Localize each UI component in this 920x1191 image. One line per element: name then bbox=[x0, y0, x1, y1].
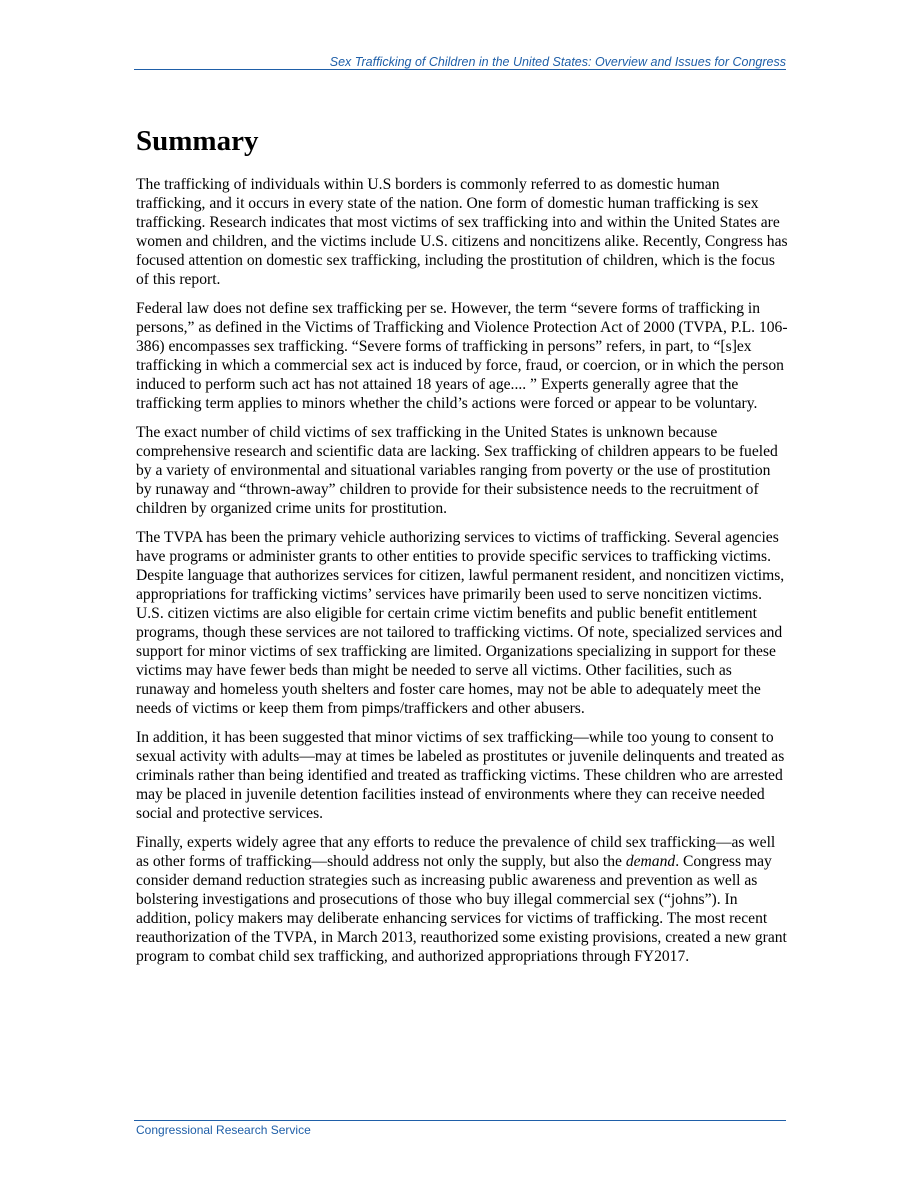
footer-organization: Congressional Research Service bbox=[136, 1123, 311, 1137]
header-divider bbox=[134, 69, 786, 70]
paragraph-federal-law: Federal law does not define sex trafficking per se. However, the term “severe forms of trafficking in persons,” as defined in the Victims of Trafficking and Violence Protection Act of 2000 (TVPA, P.L. 106-386) encompasses sex trafficking. “Severe forms of trafficking in persons” refers, in part, to “[s]ex trafficking in which a commercial sex act is induced by force, fraud, or coercion, or in which the person induced to perform such act has not attained 18 years of age.... ” Experts generally agree that the trafficking term applies to minors whether the child’s actions were forced or appear to be voluntary. bbox=[136, 300, 788, 412]
paragraph-demand-reduction bbox=[136, 833, 788, 966]
paragraph-demand-reduction-start: Finally, experts widely agree that any efforts to reduce the prevalence of child sex trafficking—as well as other forms of trafficking—should address not only the supply, but also the bbox=[136, 834, 776, 870]
footer-divider bbox=[134, 1120, 786, 1121]
paragraph-number-of-victims: The exact number of child victims of sex trafficking in the United States is unknown because comprehensive research and scientific data are lacking. Sex trafficking of children appears to be fueled by a variety of environmental and situational variables ranging from poverty or the use of prostitution by runaway and “thrown-away” children to provide for their subsistence needs to the recruitment of children by organized crime units for prostitution. bbox=[136, 424, 778, 517]
paragraph-domestic-trafficking: The trafficking of individuals within U.S borders is commonly referred to as domestic human trafficking, and it occurs in every state of the nation. One form of domestic human trafficking is sex trafficking. Research indicates that most victims of sex trafficking into and within the United States are women and children, and the victims include U.S. citizens and noncitizens alike. Recently, Congress has focused attention on domestic sex trafficking, including the prostitution of children, which is the focus of this report. bbox=[136, 176, 788, 288]
paragraph-minor-victims: In addition, it has been suggested that minor victims of sex trafficking—while too young to consent to sexual activity with adults—may at times be labeled as prostitutes or juvenile delinquents and treated as criminals rather than being identified and treated as trafficking victims. These children who are arrested may be placed in juvenile detention facilities instead of environments where they can receive needed social and protective services. bbox=[136, 729, 785, 822]
demand-emphasis: demand bbox=[625, 853, 676, 870]
page-title: Summary bbox=[136, 125, 259, 157]
paragraph-tvpa-services: The TVPA has been the primary vehicle authorizing services to victims of trafficking. Several agencies have programs or administer grants to other entities to provide specific services to trafficking victims. Despite language that authorizes services for citizen, lawful permanent resident, and noncitizen victims, appropriations for trafficking victims’ services have primarily been used to serve noncitizen victims. U.S. citizen victims are also eligible for certain crime victim benefits and public benefit entitlement programs, though these services are not tailored to trafficking victims. Of note, specialized services and support for minor victims of sex trafficking are limited. Organizations specializing in support for these victims may have fewer beds than might be needed to serve all victims. Other facilities, such as runaway and homeless youth shelters and foster care homes, may not be able to adequately meet the needs of victims or keep them from pimps/traffickers and other abusers. bbox=[136, 529, 785, 717]
summary-body bbox=[136, 175, 788, 976]
running-header: Sex Trafficking of Children in the United States: Overview and Issues for Congress bbox=[329, 55, 786, 69]
paragraph-demand-reduction-end: . Congress may consider demand reduction strategies such as increasing public awareness and prevention as well as bolstering investigations and prosecutions of those who buy illegal commercial sex (“johns”). In addition, policy makers may deliberate enhancing services for victims of trafficking. The most recent reauthorization of the TVPA, in March 2013, reauthorized some existing provisions, created a new grant program to combat child sex trafficking, and authorized appropriations through FY2017. bbox=[136, 853, 787, 965]
